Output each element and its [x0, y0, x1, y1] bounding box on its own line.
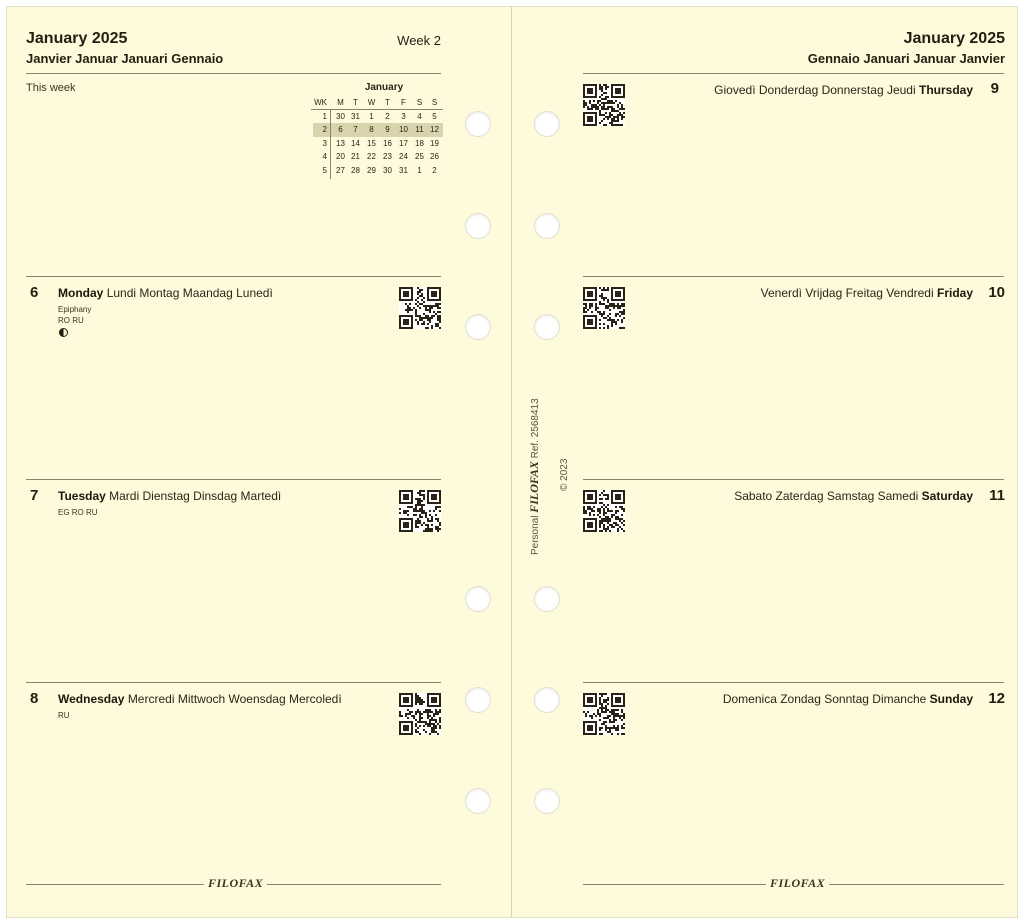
holiday-regions: EG RO RU [58, 508, 98, 517]
holiday-label: Epiphany [58, 305, 92, 314]
mini-calendar [311, 82, 443, 177]
mini-calendar-day[interactable]: 13 [336, 138, 345, 148]
mini-calendar-weekday: S [431, 98, 438, 107]
day-name: Thursday [918, 83, 973, 97]
day-number: 11 [989, 487, 1005, 504]
mini-calendar-week-number: 4 [322, 152, 327, 161]
day-translations: Sabato Zaterdag Samstag Samedi [734, 489, 919, 503]
ring-hole [465, 788, 491, 814]
day-translations: Venerdì Vrijdag Freitag Vendredi [760, 286, 934, 300]
ring-hole [465, 586, 491, 612]
mini-calendar-week-number: 3 [322, 138, 327, 148]
right-page [512, 7, 1019, 917]
qr-code-icon[interactable] [583, 84, 625, 126]
planner-size: Personal [530, 515, 541, 555]
mini-calendar-weekday: M [337, 98, 344, 107]
left-month-translations: Janvier Januar Januari Gennaio [26, 51, 224, 66]
day-number: 6 [30, 284, 39, 301]
mini-calendar-day[interactable]: 11 [415, 125, 424, 134]
mini-calendar-day[interactable]: 22 [367, 152, 376, 161]
qr-code-icon[interactable] [399, 693, 441, 735]
day-name-line [58, 692, 342, 706]
mini-calendar-weekday: T [353, 98, 358, 107]
mini-calendar-day[interactable]: 31 [351, 111, 360, 121]
mini-calendar-day[interactable]: 26 [430, 152, 439, 161]
mini-calendar-day[interactable]: 20 [336, 152, 345, 161]
qr-code-icon[interactable] [399, 287, 441, 329]
copyright: © 2023 [559, 458, 570, 491]
mini-calendar-day[interactable]: 5 [432, 111, 437, 121]
day-name-line [761, 286, 973, 300]
day-translations: Giovedì Donderdag Donnerstag Jeudi [714, 83, 916, 97]
mini-calendar-day[interactable]: 21 [351, 152, 360, 161]
mini-calendar-weekday: T [385, 98, 390, 107]
ring-hole [534, 788, 560, 814]
mini-calendar-weekday: F [401, 98, 406, 107]
day-name-line [58, 489, 281, 503]
mini-calendar-day[interactable]: 17 [399, 138, 408, 148]
day-name-line [723, 692, 973, 706]
filofax-logo: FILOFAX [766, 876, 829, 891]
left-page [7, 7, 511, 917]
ring-hole [465, 314, 491, 340]
day-translations: Mardi Dienstag Dinsdag Martedì [109, 489, 282, 503]
mini-calendar-day[interactable]: 28 [351, 165, 360, 175]
header-rule [583, 73, 1004, 74]
first-quarter-moon-icon [59, 328, 68, 337]
mini-calendar-day[interactable]: 31 [399, 165, 408, 175]
mini-calendar-day[interactable]: 4 [417, 111, 422, 121]
day-name-line [714, 83, 973, 97]
filofax-logo: FILOFAX [204, 876, 267, 891]
ring-hole [534, 314, 560, 340]
mini-calendar-day[interactable]: 2 [385, 111, 390, 121]
day-rule [583, 276, 1004, 277]
ring-hole [465, 687, 491, 713]
day-name: Friday [936, 286, 973, 300]
mini-calendar-header [311, 96, 443, 110]
mini-calendar-day[interactable]: 8 [369, 125, 374, 134]
day-translations: Mercredi Mittwoch Woensdag Mercoledì [127, 692, 342, 706]
mini-calendar-day[interactable]: 10 [399, 125, 408, 134]
ring-hole [534, 586, 560, 612]
day-name: Monday [58, 286, 104, 300]
day-number: 9 [990, 80, 999, 97]
day-rule [26, 682, 441, 683]
day-rule [583, 479, 1004, 480]
right-month-translations: Gennaio Januari Januar Janvier [807, 51, 1005, 66]
mini-calendar-day[interactable]: 29 [367, 165, 376, 175]
qr-code-icon[interactable] [583, 287, 625, 329]
mini-calendar-week-number: 5 [322, 165, 327, 175]
mini-calendar-day[interactable]: 23 [383, 152, 392, 161]
day-rule [26, 276, 441, 277]
reference-number: Ref. 2568413 [530, 398, 541, 459]
day-name: Tuesday [58, 489, 106, 503]
day-translations: Domenica Zondag Sonntag Dimanche [722, 692, 927, 706]
day-number: 7 [30, 487, 39, 504]
mini-calendar-day[interactable]: 30 [383, 165, 392, 175]
mini-calendar-week-number: 1 [322, 111, 327, 121]
mini-calendar-day[interactable]: 6 [338, 125, 343, 134]
right-month-title: January 2025 [903, 30, 1005, 47]
mini-calendar-day[interactable]: 9 [385, 125, 390, 134]
qr-code-icon[interactable] [583, 693, 625, 735]
day-name: Saturday [921, 489, 973, 503]
mini-calendar-day[interactable]: 30 [336, 111, 345, 121]
mini-calendar-weekday: S [416, 98, 423, 107]
ring-hole [534, 111, 560, 137]
day-rule [26, 479, 441, 480]
day-rule [583, 682, 1004, 683]
mini-calendar-day[interactable]: 27 [336, 165, 345, 175]
header-rule [26, 73, 441, 74]
mini-calendar-week-number: 2 [322, 125, 327, 134]
week-number: Week 2 [397, 33, 441, 48]
mini-calendar-day[interactable]: 7 [353, 125, 358, 134]
day-number: 12 [988, 690, 1005, 707]
mini-calendar-day[interactable]: 16 [383, 138, 392, 148]
holiday-regions: RU [58, 711, 70, 720]
mini-calendar-week-header: WK [314, 98, 327, 107]
mini-calendar-day[interactable]: 1 [417, 165, 422, 175]
mini-calendar-day[interactable]: 3 [401, 111, 406, 121]
mini-calendar-day[interactable]: 25 [415, 152, 424, 161]
planner-spread [6, 6, 1018, 918]
ring-hole [465, 213, 491, 239]
mini-calendar-day[interactable]: 2 [432, 165, 437, 175]
mini-calendar-day[interactable]: 1 [369, 111, 374, 121]
mini-calendar-divider [330, 109, 331, 179]
day-name-line [58, 286, 273, 300]
qr-code-icon[interactable] [583, 490, 625, 532]
day-number: 8 [30, 690, 39, 707]
ring-hole [534, 687, 560, 713]
mini-calendar-day[interactable]: 15 [367, 138, 376, 148]
day-translations: Lundi Montag Maandag Lunedì [106, 286, 273, 300]
ring-hole [465, 111, 491, 137]
mini-calendar-day[interactable]: 12 [430, 125, 439, 134]
ring-hole [534, 213, 560, 239]
day-name: Sunday [929, 692, 973, 706]
mini-calendar-month: January [364, 82, 404, 93]
mini-calendar-divider [311, 109, 443, 110]
day-name: Wednesday [58, 692, 125, 706]
this-week-label: This week [26, 82, 76, 94]
mini-calendar-day[interactable]: 14 [351, 138, 360, 148]
mini-calendar-day[interactable]: 24 [399, 152, 408, 161]
mini-calendar-weekday: W [367, 98, 376, 107]
day-name-line [734, 489, 973, 503]
mini-calendar-day[interactable]: 18 [415, 138, 424, 148]
qr-code-icon[interactable] [399, 490, 441, 532]
left-month-title: January 2025 [26, 30, 128, 47]
mini-calendar-day[interactable]: 19 [430, 138, 439, 148]
holiday-regions: RO RU [58, 316, 84, 325]
filofax-logo: FILOFAX [527, 461, 541, 513]
day-number: 10 [988, 284, 1005, 301]
